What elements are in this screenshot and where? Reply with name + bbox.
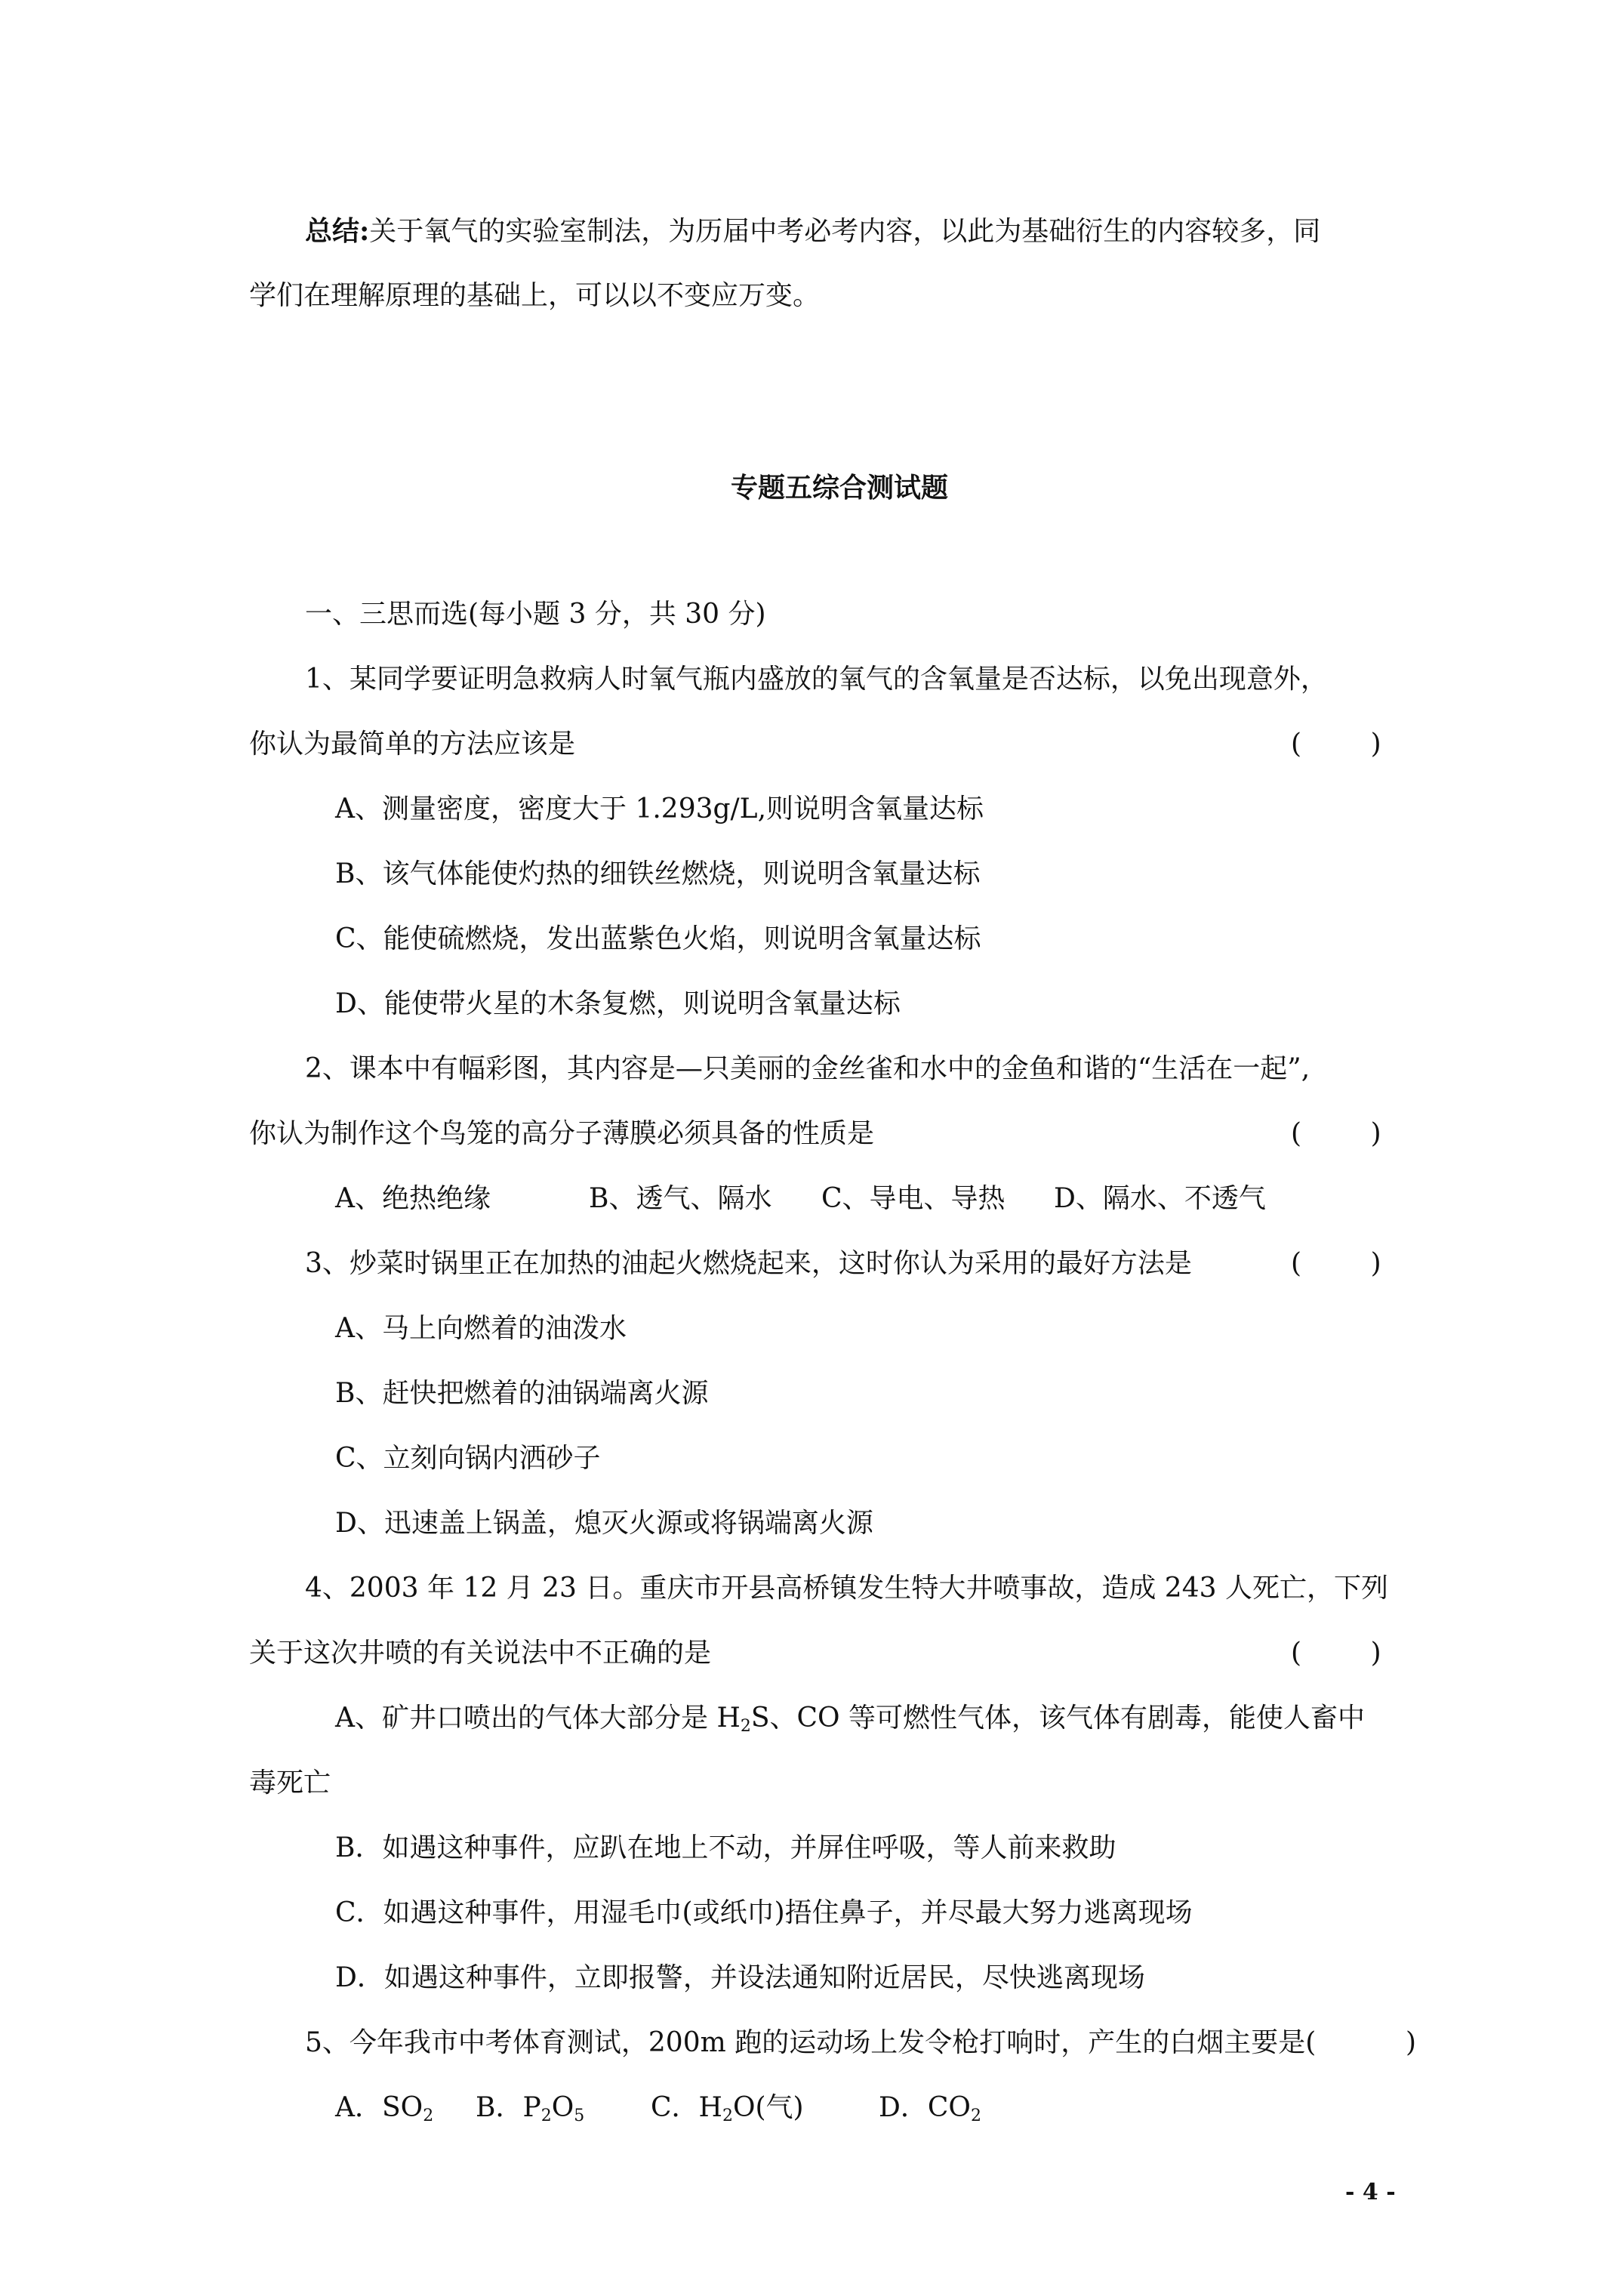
summary-line-1	[305, 213, 1320, 250]
q2-option-b: B、透气、隔水	[589, 1183, 772, 1214]
summary-line-2: 学们在理解原理的基础上，可以以不变应万变。	[249, 280, 821, 311]
q3-option-b: B、赶快把燃着的油锅端离火源	[335, 1378, 709, 1409]
q5-option-c: C．$H_2O$(气)	[651, 2092, 804, 2125]
q4-option-a-cont: 毒死亡	[249, 1767, 331, 1798]
q5-line-1: 5、今年我市中考体育测试，200m 跑的运动场上发令枪打响时，产生的白烟主要是(	[305, 2027, 1317, 2058]
section-heading: 一、三思而选(每小题 3 分，共 30 分)	[305, 599, 766, 630]
q4-line-1: 4、2003 年 12 月 23 日。重庆市开县高桥镇发生特大井喷事故，造成 243 人死亡，下列	[305, 1573, 1388, 1604]
page-number: - 4 -	[1345, 2179, 1396, 2205]
q2-line-1: 2、课本中有幅彩图，其内容是—只美丽的金丝雀和水中的金鱼和谐的“生活在一起”,	[305, 1053, 1310, 1084]
q1-line-1: 1、某同学要证明急救病人时氧气瓶内盛放的氧气的含氧量是否达标，以免出现意外，	[305, 664, 1328, 695]
q2-option-a: A、绝热绝缘	[335, 1183, 491, 1214]
q1-line-2: 你认为最简单的方法应该是	[249, 729, 576, 760]
q3-option-c: C、立刻向锅内洒砂子	[335, 1443, 601, 1474]
q3-line-1: 3、炒菜时锅里正在加热的油起火燃烧起来，这时你认为采用的最好方法是	[305, 1248, 1192, 1279]
q4-option-d: D．如遇这种事件，立即报警，并设法通知附近居民，尽快逃离现场	[335, 1962, 1145, 1993]
q5-answer-bracket-end: )	[1406, 2027, 1417, 2058]
q3-option-a: A、马上向燃着的油泼水	[335, 1313, 627, 1344]
q1-option-a: A、测量密度，密度大于 1.293g/L,则说明含氧量达标	[335, 794, 984, 824]
q1-option-b: B、该气体能使灼热的细铁丝燃烧，则说明含氧量达标	[335, 858, 981, 889]
q2-option-d: D、隔水、不透气	[1054, 1183, 1266, 1214]
q1-option-d: D、能使带火星的木条复燃，则说明含氧量达标	[335, 988, 901, 1019]
q4-answer-bracket: ( )	[1291, 1638, 1381, 1669]
q3-option-d: D、迅速盖上锅盖，熄灭火源或将锅端离火源	[335, 1508, 873, 1539]
q5-option-d: D．$CO_2$	[879, 2092, 981, 2125]
q1-option-c: C、能使硫燃烧，发出蓝紫色火焰，则说明含氧量达标	[335, 923, 981, 954]
q5-option-a: A．$SO_2$	[335, 2092, 434, 2125]
q4-option-a: A、矿井口喷出的气体大部分是 $H_2S$、CO 等可燃性气体，该气体有剧毒，能使人畜中	[335, 1703, 1366, 1736]
q2-answer-bracket: ( )	[1291, 1118, 1381, 1149]
q4-option-b: B．如遇这种事件，应趴在地上不动，并屏住呼吸，等人前来救助	[335, 1832, 1116, 1863]
q5-option-b: B．$P_2O_5$	[476, 2092, 585, 2125]
page-title: 专题五综合测试题	[731, 472, 949, 504]
q4-line-2: 关于这次井喷的有关说法中不正确的是	[249, 1638, 712, 1669]
q1-answer-bracket: ( )	[1291, 729, 1381, 760]
q2-line-2: 你认为制作这个鸟笼的高分子薄膜必须具备的性质是	[249, 1118, 875, 1149]
summary-text: 关于氧气的实验室制法，为历届中考必考内容，以此为基础衍生的内容较多，同	[369, 216, 1321, 247]
q3-answer-bracket: ( )	[1291, 1248, 1381, 1279]
q4-option-c: C．如遇这种事件，用湿毛巾(或纸巾)捂住鼻子，并尽最大努力逃离现场	[335, 1897, 1193, 1928]
q2-option-c: C、导电、导热	[821, 1183, 1006, 1214]
summary-label: 总结:	[305, 215, 370, 247]
